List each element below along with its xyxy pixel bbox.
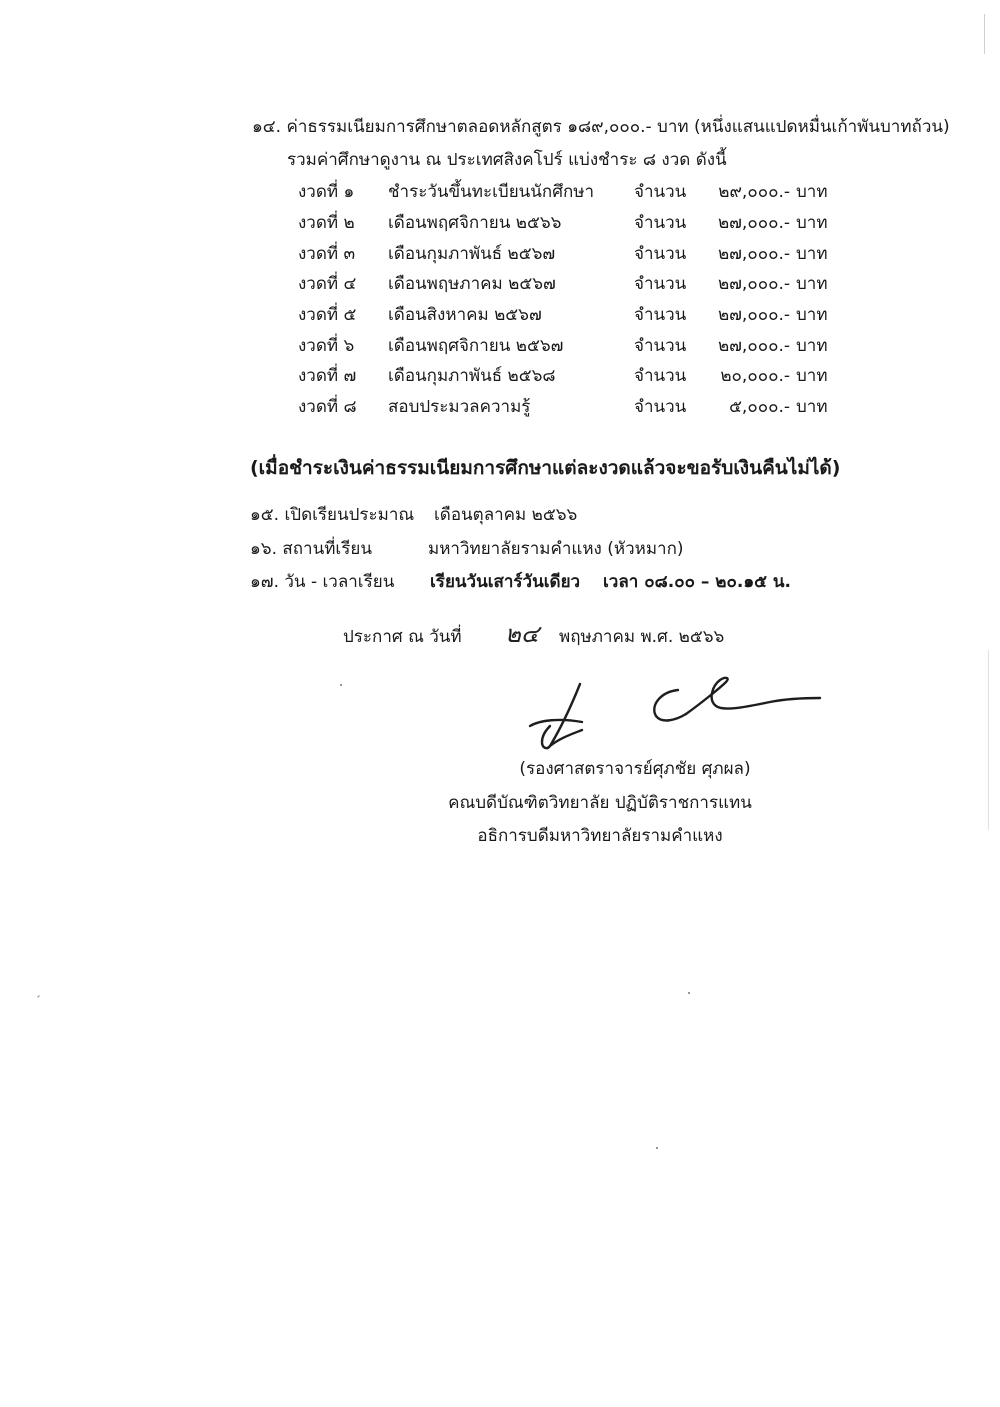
installment-label: งวดที่ ๔ — [298, 274, 357, 294]
signatory-name: (รองศาสตราจารย์ศุภชัย ศุภผล) — [519, 759, 751, 779]
item14-line2: รวมค่าศึกษาดูงาน ณ ประเทศสิงคโปร์ แบ่งชำระ ๘ งวด ดังนี้ — [287, 150, 727, 170]
refund-note: (เมื่อชำระเงินค่าธรรมเนียมการศึกษาแต่ละงวดแล้วจะขอรับเงินคืนไม่ได้) — [250, 457, 841, 479]
item15-value: เดือนตุลาคม ๒๕๖๖ — [434, 505, 578, 525]
amount-value: ๒๐,๐๐๐.- — [720, 366, 790, 386]
item14-line1: ๑๔. ค่าธรรมเนียมการศึกษาตลอดหลักสูตร ๑๘๙,๐๐๐.- บาท (หนึ่งแสนแปดหมื่นเก้าพันบาทถ้วน) — [252, 117, 950, 137]
installment-desc: เดือนพฤษภาคม ๒๕๖๗ — [388, 274, 556, 294]
installment-label: งวดที่ ๖ — [298, 336, 355, 356]
scan-speck — [688, 992, 690, 994]
item16-label: ๑๖. สถานที่เรียน — [250, 539, 372, 559]
installment-desc: เดือนพฤศจิกายน ๒๕๖๖ — [388, 213, 562, 233]
amount-unit: บาท — [796, 366, 828, 386]
announcement-month-year: พฤษภาคม พ.ศ. ๒๕๖๖ — [559, 627, 725, 647]
amount-value: ๕,๐๐๐.- — [729, 397, 790, 417]
amount-value: ๒๗,๐๐๐.- — [717, 213, 790, 233]
amount-value: ๒๙,๐๐๐.- — [718, 182, 790, 202]
installment-desc: เดือนสิงหาคม ๒๕๖๗ — [388, 305, 542, 325]
installment-desc: เดือนกุมภาพันธ์ ๒๕๖๗ — [388, 244, 556, 264]
amount-label: จำนวน — [634, 336, 687, 356]
amount-unit: บาท — [796, 305, 828, 325]
scan-speck — [340, 684, 342, 686]
amount-label: จำนวน — [634, 274, 687, 294]
item17-day: เรียนวันเสาร์วันเดียว — [430, 572, 581, 592]
scan-speck — [37, 995, 40, 998]
amount-label: จำนวน — [634, 182, 687, 202]
amount-value: ๒๗,๐๐๐.- — [717, 305, 790, 325]
scan-edge — [984, 14, 985, 54]
amount-label: จำนวน — [634, 213, 687, 233]
installment-desc: ชำระวันขึ้นทะเบียนนักศึกษา — [388, 182, 595, 202]
installment-label: งวดที่ ๕ — [298, 305, 357, 325]
installment-label: งวดที่ ๑ — [298, 182, 355, 202]
amount-value: ๒๗,๐๐๐.- — [717, 274, 790, 294]
installment-desc: เดือนกุมภาพันธ์ ๒๕๖๘ — [388, 366, 556, 386]
amount-label: จำนวน — [634, 244, 687, 264]
amount-unit: บาท — [796, 244, 828, 264]
item16-value: มหาวิทยาลัยรามคำแหง (หัวหมาก) — [428, 539, 684, 559]
installment-label: งวดที่ ๘ — [298, 397, 357, 417]
amount-label: จำนวน — [634, 366, 687, 386]
installment-desc: สอบประมวลความรู้ — [388, 397, 531, 417]
item15-label: ๑๕. เปิดเรียนประมาณ — [250, 505, 415, 525]
installment-label: งวดที่ ๒ — [298, 213, 355, 233]
scan-speck — [656, 1147, 658, 1149]
signatory-position2: อธิการบดีมหาวิทยาลัยรามคำแหง — [477, 826, 723, 846]
amount-label: จำนวน — [634, 397, 687, 417]
scan-edge — [988, 650, 989, 830]
amount-unit: บาท — [796, 336, 828, 356]
amount-unit: บาท — [796, 213, 828, 233]
amount-unit: บาท — [796, 397, 828, 417]
amount-value: ๒๗,๐๐๐.- — [717, 336, 790, 356]
item17-time: เวลา ๐๘.๐๐ – ๒๐.๑๕ น. — [603, 572, 791, 592]
amount-unit: บาท — [796, 274, 828, 294]
signature — [520, 670, 830, 760]
installment-label: งวดที่ ๓ — [298, 244, 356, 264]
announcement-prefix: ประกาศ ณ วันที่ — [343, 627, 462, 647]
amount-unit: บาท — [796, 182, 828, 202]
amount-value: ๒๗,๐๐๐.- — [717, 244, 790, 264]
signatory-position1: คณบดีบัณฑิตวิทยาลัย ปฏิบัติราชการแทน — [448, 793, 752, 813]
announcement-day-handwritten: ๒๔ — [505, 620, 539, 648]
amount-label: จำนวน — [634, 305, 687, 325]
installment-label: งวดที่ ๗ — [298, 366, 357, 386]
item17-label: ๑๗. วัน - เวลาเรียน — [250, 572, 395, 592]
installment-desc: เดือนพฤศจิกายน ๒๕๖๗ — [388, 336, 564, 356]
